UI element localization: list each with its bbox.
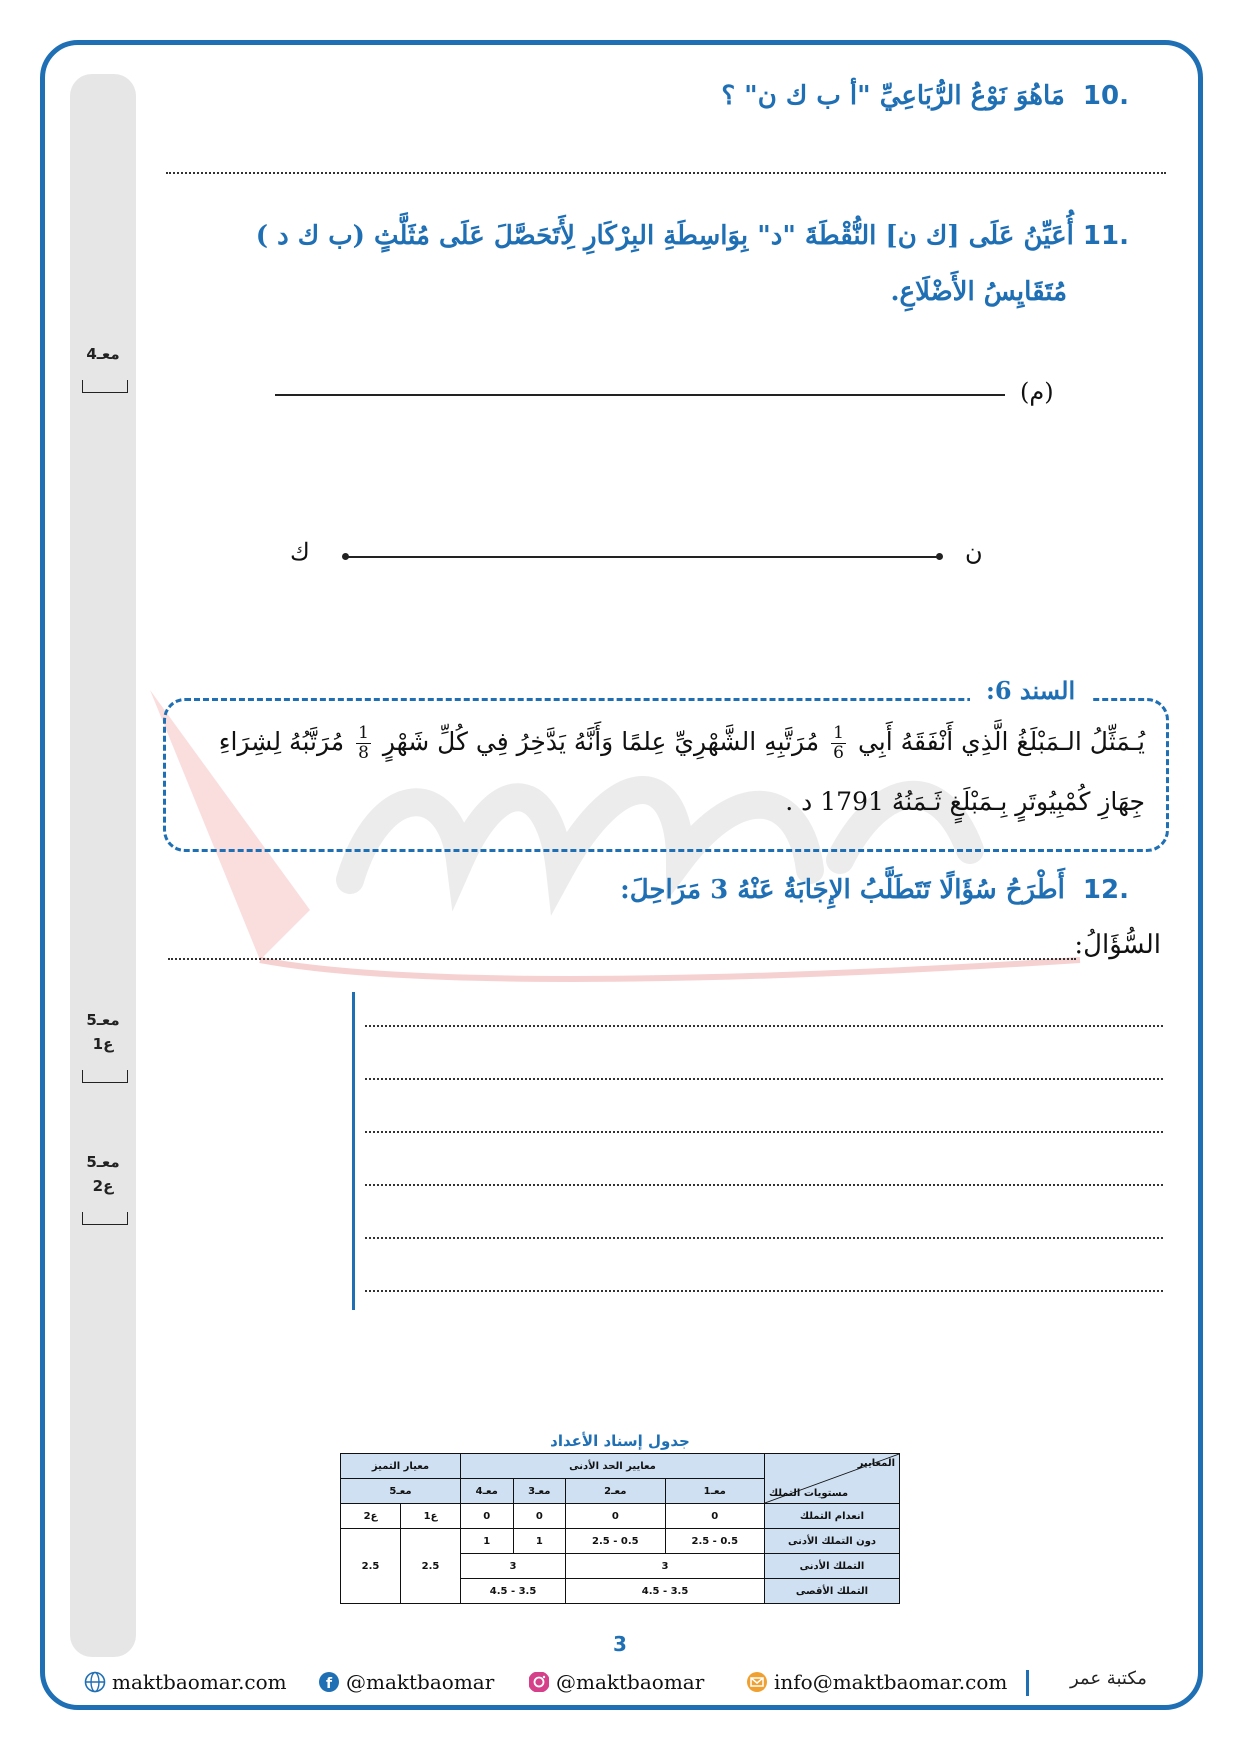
table-cell: 1	[461, 1529, 514, 1554]
table-cell: 0.5 - 2.5	[665, 1529, 764, 1554]
website-text: maktbaomar.com	[112, 1670, 287, 1694]
footer-website[interactable]	[84, 1670, 287, 1694]
question-10	[721, 68, 1129, 124]
score-box[interactable]	[82, 1070, 128, 1083]
answer-line[interactable]	[365, 1290, 1163, 1292]
criterion-header: معـ4	[461, 1479, 514, 1504]
table-cell: 3	[566, 1554, 765, 1579]
fraction-denominator: 8	[358, 743, 369, 763]
criterion-header: معـ5	[341, 1479, 461, 1504]
globe-icon	[84, 1671, 106, 1693]
label-k: ك	[290, 538, 310, 566]
sanad-part: مُرَتَّبِهِ الشَّهْرِيِّ عِلمًا وَأَنَّهُ يَدَّخِرُ فِي كُلِّ شَهْرٍ	[382, 727, 820, 756]
label-m: (م)	[1020, 378, 1054, 406]
answer-line[interactable]	[365, 1078, 1163, 1080]
table-cell: 1	[513, 1529, 566, 1554]
answer-line[interactable]	[365, 1184, 1163, 1186]
level-label: التملك الأدنى	[765, 1554, 900, 1579]
footer-facebook[interactable]	[318, 1670, 494, 1694]
footer-email[interactable]	[746, 1670, 1007, 1694]
instagram-icon	[528, 1671, 550, 1693]
email-text: info@maktbaomar.com	[774, 1670, 1008, 1694]
question-text: أُعَيِّنُ عَلَى [ك ن] النُّقْطَةَ "د" بِوَاسِطَةِ البِرْكَارِ لِأَتَحَصَّلَ عَلَى مُثَلَّثٍ (ب ك د )	[255, 221, 1074, 251]
fraction-denominator: 6	[833, 743, 844, 763]
question-answer-line[interactable]	[168, 958, 1076, 960]
question-text: أَطْرَحُ سُؤَالًا تَتَطَلَّبُ الإِجَابَةُ عَنْهُ 3 مَرَاحِلَ:	[620, 875, 1065, 905]
corner-top-label: المعايير	[857, 1458, 895, 1469]
grading-table	[340, 1453, 900, 1604]
answer-line[interactable]	[166, 172, 1166, 174]
question-label: السُّؤَالُ:	[1074, 930, 1161, 960]
table-cell: ع1	[401, 1504, 461, 1529]
level-label: التملك الأقصى	[765, 1579, 900, 1604]
table-cell: 0	[513, 1504, 566, 1529]
question-number: .12	[1082, 875, 1129, 905]
point-n	[936, 553, 943, 560]
answer-line[interactable]	[365, 1131, 1163, 1133]
label-n: ن	[965, 538, 983, 566]
sanad-title: السند 6:	[970, 676, 1091, 705]
corner-bottom-label: مستويات التملك	[769, 1488, 849, 1499]
question-11	[119, 208, 1129, 320]
table-title: جدول إسناد الأعداد	[550, 1432, 690, 1450]
group-header-excellence: معيار التميز	[341, 1454, 461, 1479]
answer-margin-bar	[352, 992, 355, 1310]
table-cell: 0	[665, 1504, 764, 1529]
sidebar-label-criterion-4: معـ4	[86, 345, 120, 363]
question-text: مَاهُوَ نَوْعُ الرُّبَاعِيِّ "أ ب ك ن" ؟	[721, 81, 1065, 111]
brand-logo: مكتبة عمر	[1070, 1668, 1147, 1689]
footer-instagram[interactable]	[528, 1670, 704, 1694]
question-12	[620, 862, 1129, 918]
score-box[interactable]	[82, 1212, 128, 1225]
email-icon	[746, 1671, 768, 1693]
table-cell: 3.5 - 4.5	[461, 1579, 566, 1604]
fraction-numerator: 1	[833, 723, 844, 743]
sidebar-label-indicator-1: ع1	[92, 1035, 114, 1053]
answer-line[interactable]	[365, 1237, 1163, 1239]
group-header-minimum: معايير الحد الأدنى	[461, 1454, 765, 1479]
table-cell: 3.5 - 4.5	[566, 1579, 765, 1604]
score-box[interactable]	[82, 380, 128, 393]
criterion-header: معـ2	[566, 1479, 665, 1504]
facebook-handle: @maktbaomar	[346, 1670, 495, 1694]
footer-divider	[1026, 1670, 1029, 1696]
instagram-handle: @maktbaomar	[556, 1670, 705, 1694]
line-m	[275, 394, 1005, 396]
table-cell: 2.5	[341, 1529, 401, 1604]
sanad-part: يُـمَثِّلُ الـمَبْلَغُ الَّذِي أَنْفَقَهُ أَبِي	[857, 727, 1145, 756]
table-cell: ع2	[341, 1504, 401, 1529]
level-label: دون التملك الأدنى	[765, 1529, 900, 1554]
fraction-numerator: 1	[358, 723, 369, 743]
sidebar-label-criterion-5: معـ5	[86, 1011, 120, 1029]
table-cell: 0	[461, 1504, 514, 1529]
fraction-one-sixth	[831, 724, 846, 763]
fraction-one-eighth	[356, 724, 371, 763]
segment-kn	[346, 556, 940, 558]
sanad-line-2: جِهَازِ كُمْبِيُوتَرٍ بِـمَبْلَغٍ ثَـمَنُهُ 1791 د .	[785, 787, 1145, 816]
table-cell: 0	[566, 1504, 665, 1529]
sanad-part: مُرَتَّبُهُ لِشِرَاءِ	[218, 727, 345, 756]
sidebar-label-criterion-5: معـ5	[86, 1153, 120, 1171]
svg-text:f: f	[326, 1676, 333, 1692]
page-number: 3	[613, 1632, 627, 1656]
point-k	[342, 553, 349, 560]
level-label: انعدام التملك	[765, 1504, 900, 1529]
criterion-header: معـ3	[513, 1479, 566, 1504]
answer-line[interactable]	[365, 1025, 1163, 1027]
table-cell: 3	[461, 1554, 566, 1579]
question-number: .11	[1082, 221, 1129, 251]
sidebar-label-indicator-2: ع2	[92, 1177, 114, 1195]
table-cell: 0.5 - 2.5	[566, 1529, 665, 1554]
question-text-continued: مُتَقَايِسُ الأَضْلَاعِ.	[890, 277, 1067, 307]
facebook-icon	[318, 1671, 340, 1693]
question-number: .10	[1082, 81, 1129, 111]
criterion-header: معـ1	[665, 1479, 764, 1504]
table-corner-cell	[765, 1454, 900, 1504]
sanad-text	[185, 712, 1145, 832]
table-cell: 2.5	[401, 1529, 461, 1604]
